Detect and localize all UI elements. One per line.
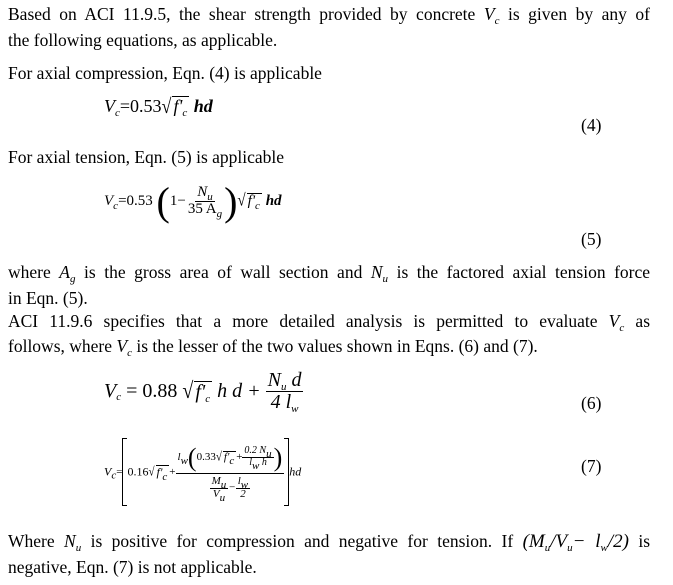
intro-line-2: the following equations, as applicable. xyxy=(8,30,278,50)
intro-text-end: is given by any of xyxy=(507,4,650,24)
equation-5-number: (5) xyxy=(581,229,602,249)
aci-1196-line-1: ACI 11.9.6 specifies that a more detailed analysis is permitted to evaluate $V_c$ as xyxy=(8,311,650,334)
equation-4-number: (4) xyxy=(581,115,602,135)
equation-4: $V_c=0.53√$ $f'_c$ hd xyxy=(104,94,213,119)
equation-5: $V_c=0.53$ (1− $\frac{N_u}{35 A_g}$ )√ $f'_c$ hd xyxy=(104,179,282,224)
where-line-1: where $A_g$ is the gross area of wall section and $N_u$ is the factored axial tension force xyxy=(8,262,651,285)
final-line-2: negative, Eqn. (7) is not applicable. xyxy=(8,557,257,577)
intro-line-1 xyxy=(8,3,650,25)
where-line-2: in Eqn. (5). xyxy=(8,288,88,308)
aci-1196-line-2: follows, where $V_c$ is the lesser of the two values shown in Eqns. (6) and (7). xyxy=(8,336,538,359)
axial-tension-text: For axial tension, Eqn. (5) is applicable xyxy=(8,147,285,167)
intro-text-start: Based on ACI 11.9.5, the shear strength provided by concrete xyxy=(8,4,476,24)
final-line-1: Where $N_u$ is positive for compression and negative for tension. If $(M_u/V_u- l_w/2)$ is xyxy=(8,531,651,554)
symbol-vc: $V_c$ xyxy=(483,4,500,27)
equation-6-number: (6) xyxy=(581,393,602,413)
equation-7-number: (7) xyxy=(581,456,602,476)
equation-6: $V_c = 0.88$ √ $f'_c$ h d + $\frac{N_u d}{4 l_w}$ xyxy=(104,369,302,415)
equation-7: $V_c= 0.16√$ $f'_c$ + $l_w(0.33√$ $f'_c$ + $\frac{0.2 N_u}{l_w h}$ ) $\frac{M_u}{V_u}$ − $\frac{l_w}{2}$ hd xyxy=(104,438,301,506)
axial-compression-text: For axial compression, Eqn. (4) is applicable xyxy=(8,63,322,83)
